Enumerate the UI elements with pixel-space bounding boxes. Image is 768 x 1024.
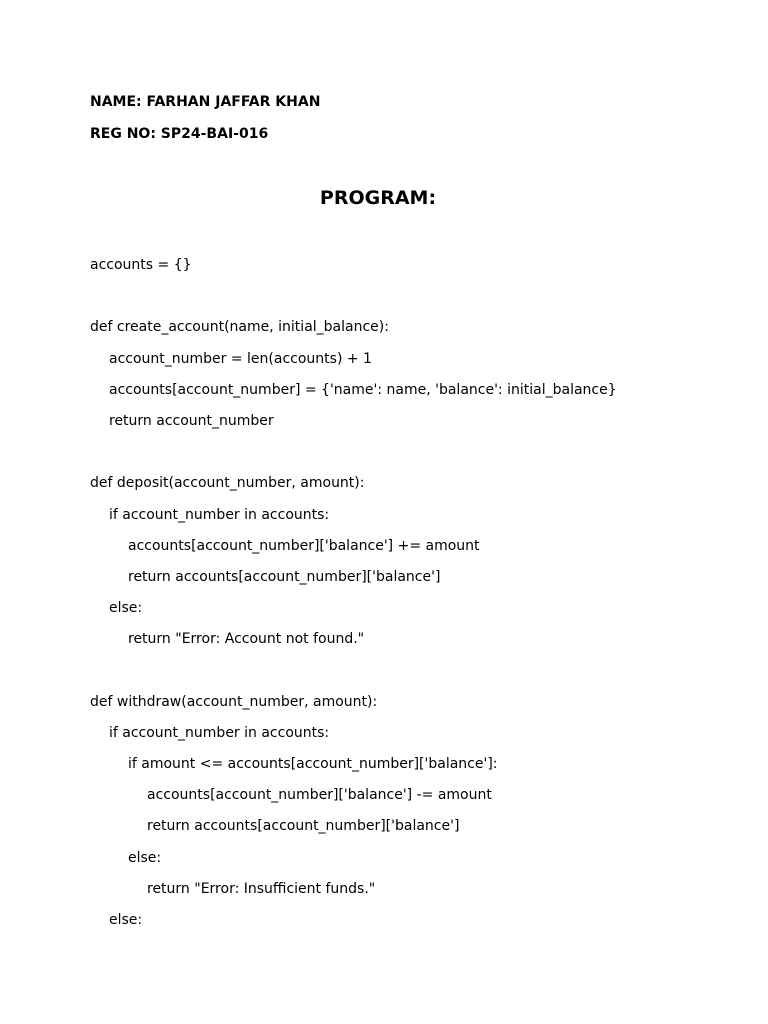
blank-line bbox=[90, 286, 760, 317]
code-line: return "Error: Insufficient funds." bbox=[147, 880, 376, 897]
registration-number: REG NO: SP24-BAI-016 bbox=[90, 126, 269, 142]
page-title: PROGRAM: bbox=[319, 187, 437, 209]
code-line: accounts[account_number] = {'name': name, 'balance': initial_balance} bbox=[109, 381, 617, 398]
code-line: def deposit(account_number, amount): bbox=[90, 475, 365, 492]
code-line: else: bbox=[109, 911, 143, 928]
code-line: accounts[account_number]['balance'] -= amount bbox=[147, 787, 492, 804]
code-line: else: bbox=[109, 600, 143, 617]
code-line: else: bbox=[128, 849, 162, 866]
blank-line bbox=[90, 660, 760, 691]
code-line: accounts = {} bbox=[90, 257, 192, 273]
code-line: if account_number in accounts: bbox=[109, 506, 330, 523]
code-line: if account_number in accounts: bbox=[109, 724, 330, 741]
code-line: def withdraw(account_number, amount): bbox=[90, 693, 378, 710]
code-line: return "Error: Account not found." bbox=[128, 631, 365, 648]
code-line: return accounts[account_number]['balance'] bbox=[147, 818, 460, 835]
blank-line bbox=[90, 442, 760, 473]
code-line: account_number = len(accounts) + 1 bbox=[109, 350, 372, 367]
code-line: return accounts[account_number]['balance'] bbox=[128, 568, 441, 585]
student-name: NAME: FARHAN JAFFAR KHAN bbox=[90, 94, 321, 110]
code-block bbox=[90, 255, 760, 941]
code-line: def create_account(name, initial_balance): bbox=[90, 319, 389, 336]
code-line: if amount <= accounts[account_number]['balance']: bbox=[128, 756, 498, 772]
code-line: return account_number bbox=[109, 412, 274, 429]
code-line: accounts[account_number]['balance'] += amount bbox=[128, 537, 480, 554]
